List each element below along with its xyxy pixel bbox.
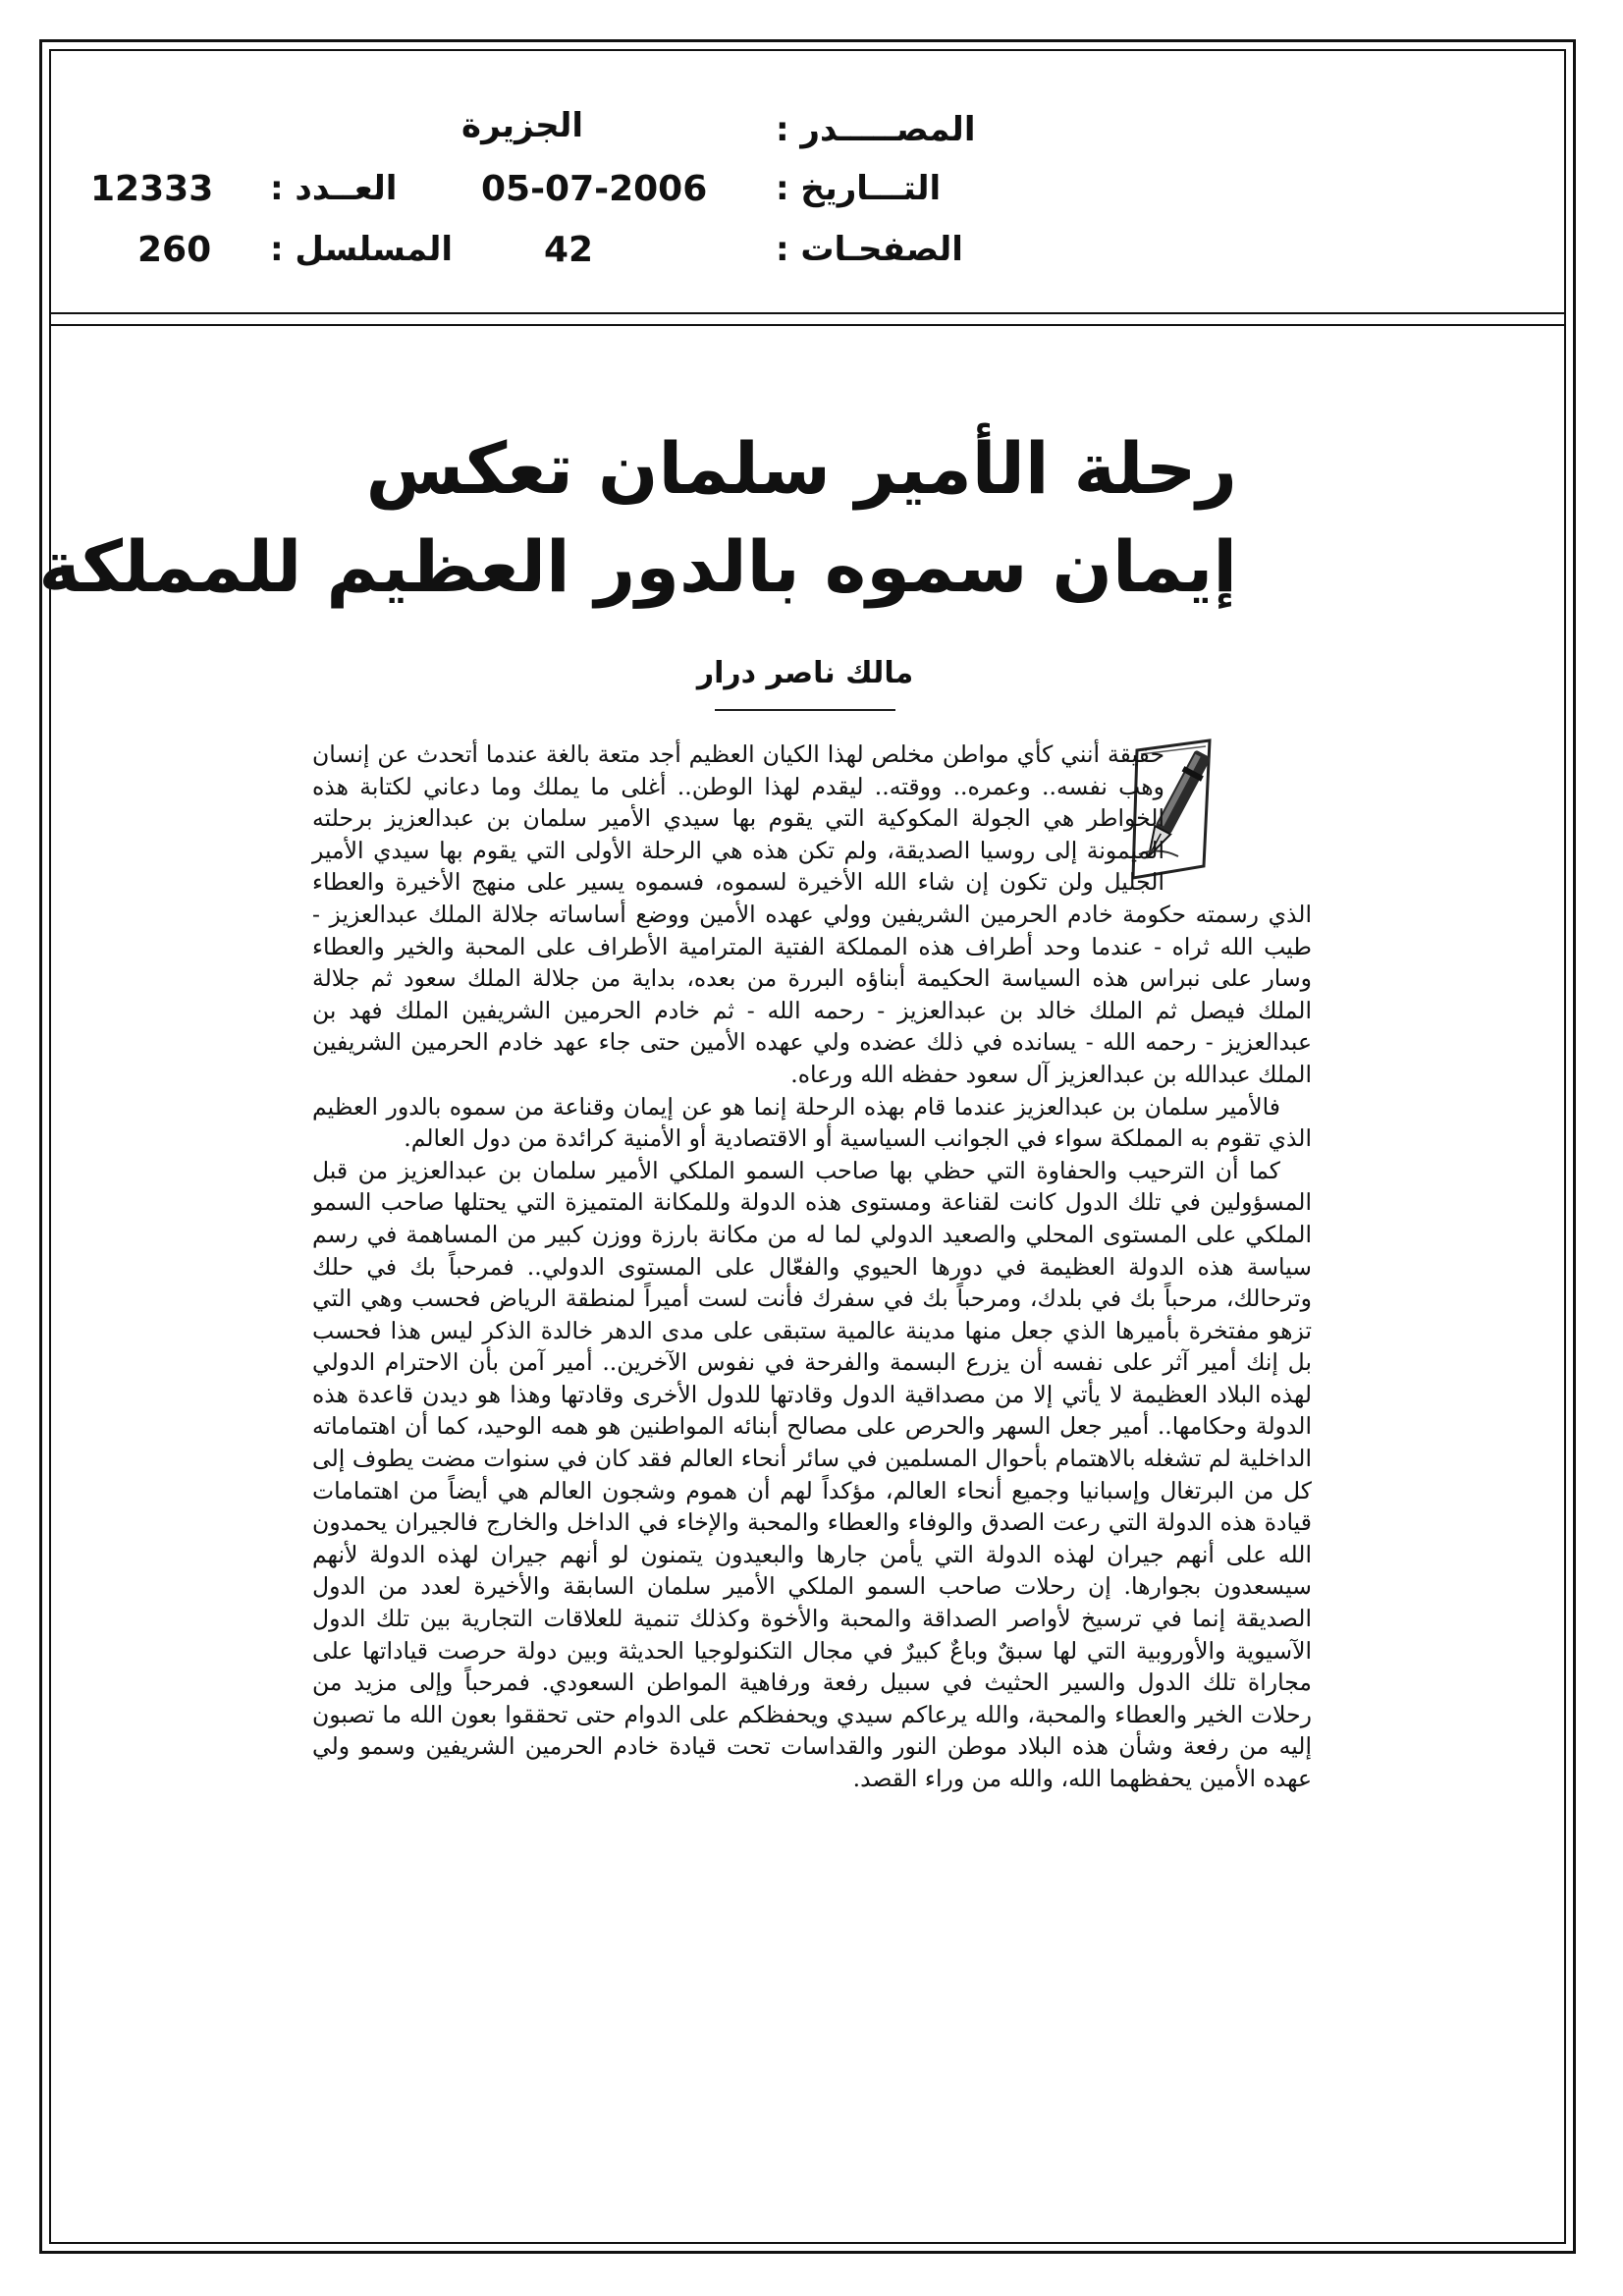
date-value: 05-07-2006 [481, 169, 708, 209]
article-paragraph-2: فالأمير سلمان بن عبدالعزيز عندما قام بهذه الرحلة إنما هو عن إيمان وقناعة من سموه بالدور العظيم الذي تقوم به المملكة سواء في الجوانب السياسية أو الاقتصادية أو الأمنية كرائدة من دول العالم. [312, 1092, 1312, 1153]
header-divider-second [49, 324, 1566, 326]
source-value: الجزيرة [461, 106, 584, 145]
date-label: التـــاريخ : [776, 169, 942, 208]
article-author: مالك ناصر درار [696, 656, 914, 690]
article-title-line2: إيمان سموه بالدور العظيم للمملكة [38, 525, 1237, 608]
article-paragraph-3: كما أن الترحيب والحفاوة التي حظي بها صاحب السمو الملكي الأمير سلمان بن عبدالعزيز من قبل المسؤولين في تلك الدول كانت لقناعة ومستوى هذه الدولة وللمكانة المتميزة التي يحتلها صاحب السمو الملكي على المستوى المحلي والصعيد الدولي لما له من مكانة بارزة ووزن كبير من المساهمة في رسم سياسة هذه الدولة العظيمة في دورها الحيوي والفعّال على المستوى الدولي.. فمرحباً بك في حلك وترحالك، مرحباً بك في بلدك، ومرحباً بك في سفرك فأنت لست أميراً لمنطقة الرياض فحسب وهي التي تزهو مفتخرة بأميرها الذي جعل منها مدينة عالمية ستبقى على مدى الدهر خالدة الذكر ليس هذا فحسب بل إنك أمير آثر على نفسه أن يزرع البسمة والفرحة في نفوس الآخرين.. أمير آمن بأن الاحترام الدولي لهذه البلاد العظيمة لا يأتي إلا من مصداقية الدول وقادتها للدول الأخرى وقادتها وهذا هو ديدن قاعدة هذه الدولة وحكامها.. أمير جعل السهر والحرص على مصالح أبنائه المواطنين هو همه الوحيد، كما أن اهتماماته الداخلية لم تشغله بالاهتمام بأحوال المسلمين في سائر أنحاء العالم فقد كان في سنوات مضت يطوف إلى كل من البرتغال وإسبانيا وجميع أنحاء العالم، مؤكداً لهم أن هموم وشجون العالم هي أيضاً من اهتمامات قيادة هذه الدولة التي رعت الصدق والوفاء والعطاء والمحبة والإخاء في الداخل والخارج فالجيران يحمدون الله على أنهم جيران لهذه الدولة التي يأمن جارها والبعيدون يتمنون لو أنهم جيران لهذه الدولة لأنهم سيسعدون بجوارها. إن رحلات صاحب السمو الملكي الأمير سلمان السابقة والأخيرة لعدد من الدول الصديقة إنما في ترسيخ لأواصر الصداقة والمحبة والأخوة وكذلك تنمية للعلاقات التجارية بين تلك الدول الآسيوية والأوروبية التي لها سبقٌ وباعٌ كبيرٌ في مجال التكنولوجيا الحديثة وبين دولة حرصت قياداتها على مجاراة تلك الدول والسير الحثيث في سبيل رفعة ورفاهية المواطن السعودي. فمرحباً وإلى مزيد من رحلات الخير والعطاء والمحبة، والله يرعاكم سيدي ويحفظكم على الدوام حتى تحققوا بعون الله ما تصبون إليه من رفعة وشأن هذه البلاد موطن النور والقداسات تحت قيادة خادم الحرمين الشريفين وسمو ولي عهده الأمين يحفظهما الله، والله من وراء القصد. [312, 1156, 1312, 1792]
serial-label: المسلسل : [270, 230, 454, 269]
issue-label: العــدد : [270, 169, 398, 208]
source-label: المصـــــدر : [776, 110, 976, 149]
pen-wrap-space [1164, 738, 1312, 898]
pages-label: الصفحـات : [776, 230, 963, 269]
header-divider [49, 312, 1566, 314]
article-title-line1: رحلة الأمير سلمان تعكس [365, 427, 1237, 510]
serial-value: 260 [137, 230, 212, 270]
issue-value: 12333 [90, 169, 214, 209]
article-paragraph-1: حقيقة أنني كأي مواطن مخلص لهذا الكيان العظيم أجد متعة بالغة عندما أتحدث عن إنسان وهب نفسه.. وعمره.. ووقته.. ليقدم لهذا الوطن.. أغلى ما يملك وما دعاني لكتابة هذه الخواطر هي الجولة المكوكية التي يقوم بها سيدي الأمير سلمان بن عبدالعزيز برحلته الميمونة إلى روسيا الصديقة، ولم تكن هذه هي الرحلة الأولى التي يقوم بها سيدي الأمير الجليل ولن تكون إن شاء الله الأخيرة لسموه، فسموه يسير على منهج الأخيرة والعطاء الذي رسمته حكومة خادم الحرمين الشريفين وولي عهده الأمين ووضع أساساته جلالة الملك عبدالعزيز - طيب الله ثراه - عندما وحد أطراف هذه المملكة الفتية المترامية الأطراف على المحبة والخير والعطاء وسار على نبراس هذه السياسة الحكيمة أبناؤه البررة من بعده، بداية من جلالة الملك سعود ثم جلالة الملك فيصل ثم الملك خالد بن عبدالعزيز - رحمه الله - ثم خادم الحرمين الشريفين الملك فهد بن عبدالعزيز - رحمه الله - يسانده في ذلك عضده ولي عهده الأمين حتى جاء عهد خادم الحرمين الشريفين الملك عبدالله بن عبدالعزيز آل سعود حفظه الله ورعاه. [312, 740, 1312, 1088]
author-underline [715, 709, 895, 711]
article-body [312, 738, 1312, 1795]
pages-value: 42 [544, 230, 594, 270]
